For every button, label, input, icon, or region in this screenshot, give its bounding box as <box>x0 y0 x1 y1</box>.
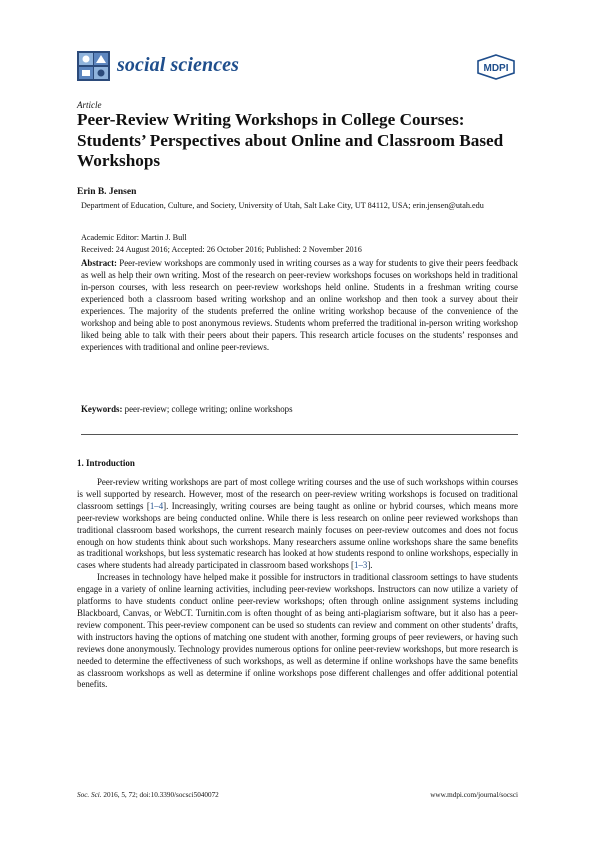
abstract <box>81 257 518 353</box>
mdpi-logo-text: MDPI <box>483 63 509 74</box>
keywords-label: Keywords: <box>81 404 123 414</box>
paragraph-2: Increases in technology have helped make it possible for instructors in traditional classroom settings to have students engage in a variety of online learning activities, including peer-review workshops. Instructors can now utilize a variety of platforms to have students conduct online peer-review workshops; often through online assignment systems including Blackboard, Canvas, or WebCT. Turnitin.com is often thought of as being anti-plagiarism software, but it also has a peer-review component. This peer-review component can be used so students can review and comment on other students’ drafts, with instructors having the options of matching one student with another, forming groups of peer reviewers, or having such reviews done anonymously. Technology provides numerous options for online peer-review workshops, but more research is needed to determine the effectiveness of such workshops, as well as determine if online workshops have the same benefits as classroom workshops as well as determine if online workshops pose different challenges and offer additional potential benefits. <box>77 572 518 690</box>
keywords-text: peer-review; college writing; online workshops <box>124 404 293 414</box>
academic-editor: Academic Editor: Martin J. Bull <box>81 233 187 242</box>
section-heading-introduction: 1. Introduction <box>77 458 135 468</box>
journal-name: social sciences <box>117 54 240 76</box>
introduction-body <box>77 477 518 691</box>
citation-link[interactable]: 1–4 <box>149 500 164 511</box>
publication-dates: Received: 24 August 2016; Accepted: 26 October 2016; Published: 2 November 2016 <box>81 244 362 254</box>
paragraph-1: Peer-review writing workshops are part of most college writing courses and the use of such workshops within courses is well supported by research. However, most of the research on peer-review writing workshops is focused on traditional classroom settings [1–4]. Increasingly, writing courses are being taught as online or hybrid courses, which means more peer-review workshops are being conducted online. While there is less research on online peer reviewed workshops than traditional classroom based workshops, the current research mainly focuses on peer-review outcomes and does not focus enough on how students think about such workshops. Many researchers assume online workshops share the same benefits as traditional workshops, but less systematic research has looked at how students respond to online workshops, especially in cases where students had already participated in classroom based workshops [1–3]. <box>77 477 518 571</box>
article-type: Article <box>77 100 102 110</box>
keywords <box>81 404 518 414</box>
footer-citation: Soc. Sci. 2016, 5, 72; doi:10.3390/socsci5040072 <box>77 791 219 799</box>
footer-url[interactable]: www.mdpi.com/journal/socsci <box>430 791 518 799</box>
author-name: Erin B. Jensen <box>77 187 137 197</box>
mdpi-logo-icon <box>476 54 516 80</box>
divider <box>81 434 518 435</box>
abstract-label: Abstract: <box>81 258 117 268</box>
abstract-text: Peer-review workshops are commonly used in writing courses as a way for students to give their peers feedback as well as help their own writing. Most of the research on peer-review workshops focuses on workshops held in traditional in-person courses, with less research on peer-review workshops held online. Students in a freshman writing course experienced both a classroom based writing workshop and an online workshop and then took a survey about their experiences. The majority of the students preferred the online writing workshop because of the convenience of the workshop and being able to post anonymous reviews. Students whom preferred the traditional in-person writing workshop liked being able to talk with their peers about their papers. This research article focuses on the students’ responses and experiences with traditional and online peer-reviews. <box>81 258 518 353</box>
journal-logo-icon <box>77 51 110 81</box>
citation-link[interactable]: 1–3 <box>354 560 368 571</box>
article-title: Peer-Review Writing Workshops in College Courses: Students’ Perspectives about Online and Classroom Based Workshops <box>77 110 504 170</box>
editor-and-dates <box>81 232 521 255</box>
affiliation: Department of Education, Culture, and Society, University of Utah, Salt Lake City, UT 84112, USA; erin.jensen@utah.edu <box>81 201 484 210</box>
